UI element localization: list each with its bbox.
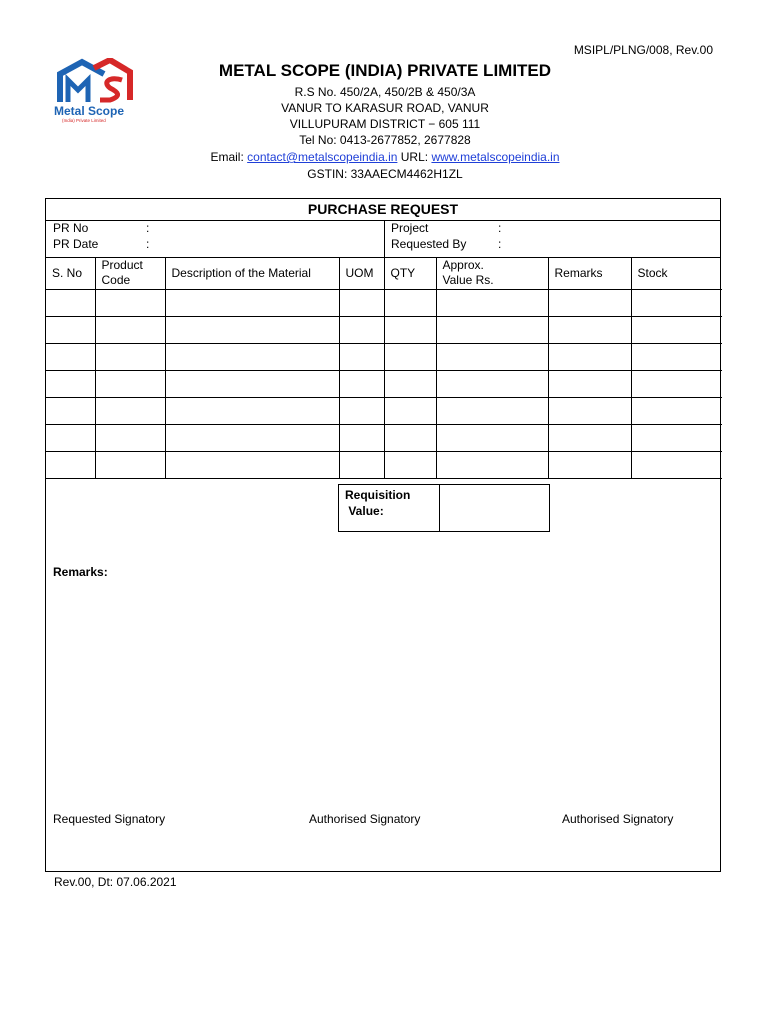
table-cell[interactable] (384, 452, 436, 479)
table-cell[interactable] (339, 344, 384, 371)
table-cell[interactable] (339, 398, 384, 425)
table-cell[interactable] (631, 317, 722, 344)
table-cell[interactable] (95, 398, 165, 425)
table-cell[interactable] (548, 452, 631, 479)
table-header-row (46, 257, 722, 290)
table-cell[interactable] (165, 344, 339, 371)
table-cell[interactable] (384, 425, 436, 452)
table-cell[interactable] (384, 398, 436, 425)
remarks-area[interactable] (53, 585, 713, 800)
table-cell[interactable] (165, 317, 339, 344)
table-cell[interactable] (548, 371, 631, 398)
table-cell[interactable] (165, 425, 339, 452)
address-line-1: R.S No. 450/2A, 450/2B & 450/3A (294, 85, 476, 99)
table-cell[interactable] (436, 344, 548, 371)
address-line-3: VILLUPURAM DISTRICT − 605 111 (289, 117, 481, 131)
table-cell[interactable] (384, 371, 436, 398)
table-row (46, 425, 722, 452)
pr-no-colon: : (146, 221, 150, 235)
meta-divider (384, 220, 385, 257)
table-row (46, 317, 722, 344)
table-row (46, 290, 722, 317)
document-reference: MSIPL/PLNG/008, Rev.00 (573, 43, 713, 57)
form-meta (46, 220, 720, 258)
table-row (46, 344, 722, 371)
revision-footer: Rev.00, Dt: 07.06.2021 (54, 875, 177, 889)
table-cell[interactable] (631, 371, 722, 398)
requisition-label-line1: Requisition (345, 488, 411, 502)
table-cell[interactable] (548, 425, 631, 452)
table-cell[interactable] (436, 398, 548, 425)
table-cell[interactable] (631, 398, 722, 425)
requested-by-label: Requested By (391, 237, 467, 251)
remarks-label: Remarks: (53, 565, 108, 579)
table-cell[interactable] (339, 425, 384, 452)
table-cell[interactable] (46, 398, 95, 425)
gstin: GSTIN: 33AAECM4462H1ZL (307, 167, 463, 181)
table-cell[interactable] (95, 290, 165, 317)
col-approx-value (436, 257, 548, 290)
items-table (46, 257, 722, 479)
table-cell[interactable] (384, 317, 436, 344)
company-logo (52, 58, 138, 124)
table-cell[interactable] (95, 452, 165, 479)
website-link[interactable]: www.metalscopeindia.in (431, 150, 560, 164)
table-cell[interactable] (384, 344, 436, 371)
table-cell[interactable] (95, 344, 165, 371)
table-cell[interactable] (46, 452, 95, 479)
project-colon: : (498, 221, 502, 235)
telephone: Tel No: 0413-2677852, 2677828 (299, 133, 471, 147)
table-cell[interactable] (384, 290, 436, 317)
requested-by-colon: : (498, 237, 502, 251)
table-cell[interactable] (165, 452, 339, 479)
col-approx-line2: Value Rs. (442, 273, 494, 287)
table-cell[interactable] (548, 398, 631, 425)
logo-graphic (52, 58, 138, 124)
table-cell[interactable] (631, 344, 722, 371)
col-stock: Stock (631, 257, 722, 290)
table-cell[interactable] (95, 317, 165, 344)
col-sno: S. No (46, 257, 95, 290)
requested-signatory: Requested Signatory (53, 812, 166, 826)
table-cell[interactable] (165, 290, 339, 317)
address-line-2: VANUR TO KARASUR ROAD, VANUR (281, 101, 489, 115)
col-product-code-line1: Product (101, 258, 143, 272)
table-cell[interactable] (339, 290, 384, 317)
table-row (46, 371, 722, 398)
col-qty: QTY (384, 257, 436, 290)
table-cell[interactable] (631, 425, 722, 452)
svg-text:(India) Private Limited: (India) Private Limited (62, 118, 106, 123)
url-label: URL: (400, 150, 429, 164)
col-uom: UOM (339, 257, 384, 290)
col-approx-line1: Approx. (442, 258, 484, 272)
table-cell[interactable] (436, 317, 548, 344)
table-cell[interactable] (548, 290, 631, 317)
table-cell[interactable] (46, 317, 95, 344)
requisition-value-label (345, 487, 435, 519)
table-row (46, 452, 722, 479)
table-cell[interactable] (436, 425, 548, 452)
col-description: Description of the Material (165, 257, 339, 290)
purchase-request-form (45, 198, 721, 872)
col-product-code (95, 257, 165, 290)
col-remarks: Remarks (548, 257, 631, 290)
table-row (46, 398, 722, 425)
table-cell[interactable] (436, 371, 548, 398)
col-product-code-line2: Code (101, 273, 131, 287)
pr-date-label: PR Date (53, 237, 99, 251)
table-cell[interactable] (46, 344, 95, 371)
table-cell[interactable] (631, 452, 722, 479)
table-cell[interactable] (548, 344, 631, 371)
pr-date-colon: : (146, 237, 150, 251)
table-cell[interactable] (339, 317, 384, 344)
email-label: Email: (210, 150, 244, 164)
table-cell[interactable] (548, 317, 631, 344)
authorised-signatory-1: Authorised Signatory (309, 812, 421, 826)
table-cell[interactable] (46, 290, 95, 317)
contact-line (150, 149, 620, 165)
svg-text:Metal Scope: Metal Scope (54, 104, 125, 118)
table-cell[interactable] (46, 425, 95, 452)
requisition-label-line2: Value: (348, 504, 384, 518)
table-cell[interactable] (631, 290, 722, 317)
table-cell[interactable] (339, 452, 384, 479)
table-cell[interactable] (46, 371, 95, 398)
authorised-signatory-2: Authorised Signatory (562, 812, 674, 826)
table-cell[interactable] (339, 371, 384, 398)
table-cell[interactable] (95, 371, 165, 398)
table-cell[interactable] (165, 371, 339, 398)
table-cell[interactable] (436, 290, 548, 317)
project-label: Project (391, 221, 429, 235)
requisition-value-box (338, 484, 550, 532)
pr-no-label: PR No (53, 221, 89, 235)
form-title: PURCHASE REQUEST (46, 199, 720, 221)
table-cell[interactable] (436, 452, 548, 479)
table-cell[interactable] (165, 398, 339, 425)
table-cell[interactable] (95, 425, 165, 452)
email-link[interactable]: contact@metalscopeindia.in (247, 150, 398, 164)
requisition-value-field[interactable] (440, 485, 549, 531)
company-name: METAL SCOPE (INDIA) PRIVATE LIMITED (218, 61, 552, 80)
